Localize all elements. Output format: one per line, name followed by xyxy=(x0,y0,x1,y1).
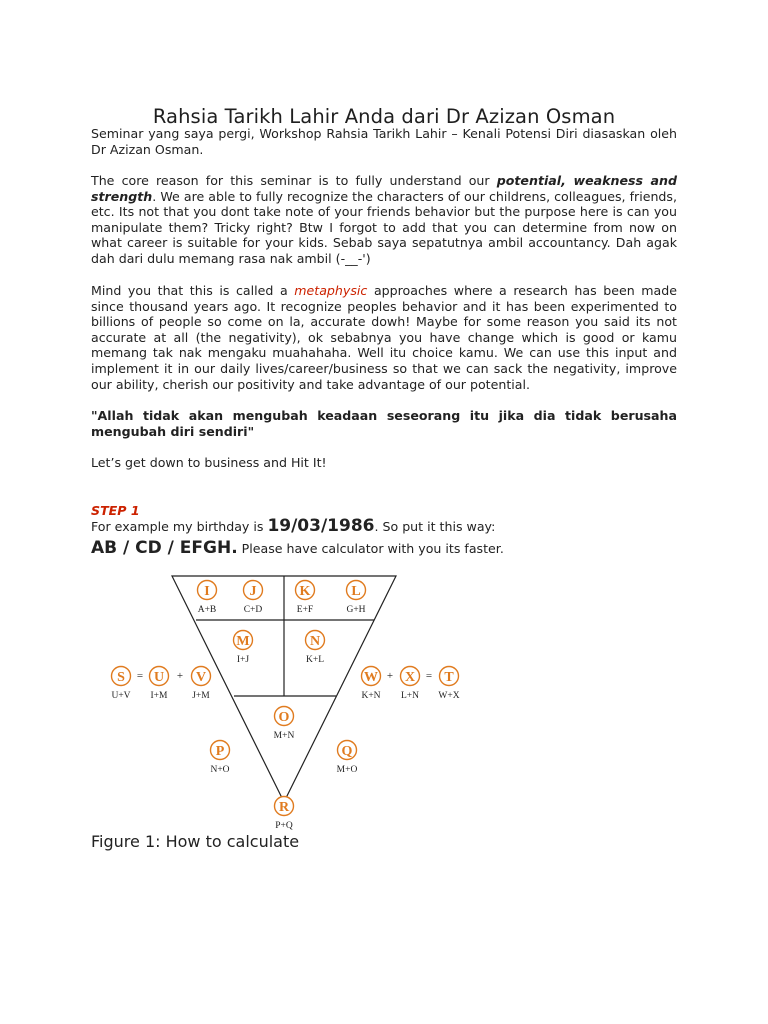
node-letter: U xyxy=(153,670,165,685)
operator-symbol: = xyxy=(136,670,144,682)
node-formula: M+N xyxy=(273,731,295,741)
para2-text-before: The core reason for this seminar is to fully understand our xyxy=(91,173,497,188)
node-w xyxy=(361,667,380,702)
node-formula: E+F xyxy=(296,605,314,615)
node-formula: L+N xyxy=(400,691,420,701)
node-formula: W+X xyxy=(438,691,460,701)
node-letter: O xyxy=(278,710,290,725)
node-letter: J xyxy=(249,584,257,599)
step-heading: STEP 1 xyxy=(91,503,140,518)
node-p xyxy=(210,741,229,776)
para2-text-after: . We are able to fully recognize the characters of our childrens, colleagues, friends, etc. Its not that you dont take note of your friends behavior but the purpose here is can you manipulate them? Tricky right? Btw I forgot to add that you can determine from now on what career is suitable for your kids. Sebab saya sepatutnya ambil accountancy. Dah agak dah dari dulu memang rasa nak ambil (-__-') xyxy=(91,188,677,266)
node-formula: A+B xyxy=(197,605,217,615)
node-letter: W xyxy=(364,670,378,685)
node-q xyxy=(337,741,358,776)
cta-paragraph: Let’s get down to business and Hit It! xyxy=(91,455,327,470)
node-letter: P xyxy=(215,744,225,759)
node-letter: I xyxy=(204,584,210,599)
node-formula: P+Q xyxy=(275,821,293,831)
node-l xyxy=(346,581,365,616)
node-formula: J+M xyxy=(192,691,210,701)
node-formula: U+V xyxy=(111,691,131,701)
node-x xyxy=(401,667,420,702)
metaphysic-highlight: metaphysic xyxy=(294,283,368,298)
node-m xyxy=(234,631,253,666)
figure-caption: Figure 1: How to calculate xyxy=(91,832,300,851)
node-o xyxy=(274,707,295,742)
node-t xyxy=(438,667,459,702)
node-formula: M+O xyxy=(336,765,358,775)
node-letter: V xyxy=(195,670,207,685)
format-note: Please have calculator with you its faster. xyxy=(237,541,504,556)
operator-symbol: + xyxy=(386,670,394,682)
node-formula: I+M xyxy=(150,691,168,701)
node-formula: K+N xyxy=(361,691,381,701)
quote-paragraph: "Allah tidak akan mengubah keadaan seseorang itu jika dia tidak berusaha mengubah diri sendiri" xyxy=(91,408,677,439)
example-before: For example my birthday is xyxy=(91,519,268,534)
node-formula: C+D xyxy=(243,605,263,615)
node-letter: T xyxy=(444,670,454,685)
node-u xyxy=(150,667,169,702)
intro-paragraph: Seminar yang saya pergi, Workshop Rahsia Tarikh Lahir – Kenali Potensi Diri diasaskan oleh Dr Azizan Osman. xyxy=(91,126,677,157)
node-letter: L xyxy=(351,584,361,599)
node-r xyxy=(275,797,294,832)
para3-text-before: Mind you that this is called a xyxy=(91,283,295,298)
format-code: AB / CD / EFGH. xyxy=(91,538,238,558)
node-formula: G+H xyxy=(346,605,366,615)
node-n xyxy=(306,631,325,666)
node-letter: R xyxy=(278,800,290,815)
node-s xyxy=(111,667,130,702)
node-letter: N xyxy=(309,634,321,649)
node-letter: M xyxy=(236,634,250,649)
node-letter: K xyxy=(299,584,311,599)
weakness-strength-emphasis: weakness and strength xyxy=(91,173,677,204)
example-after: . So put it this way: xyxy=(374,519,496,534)
node-letter: S xyxy=(117,670,125,685)
node-letter: X xyxy=(404,670,416,685)
potential-emphasis: potential xyxy=(496,173,562,188)
operator-symbol: + xyxy=(176,670,184,682)
node-formula: K+L xyxy=(305,655,325,665)
node-v xyxy=(192,667,211,702)
node-formula: I+J xyxy=(236,655,250,665)
page-title: Rahsia Tarikh Lahir Anda dari Dr Azizan Osman xyxy=(152,105,616,128)
node-formula: N+O xyxy=(210,765,230,775)
example-date: 19/03/1986 xyxy=(267,516,375,536)
operator-symbol: = xyxy=(425,670,433,682)
node-i xyxy=(198,581,217,616)
node-j xyxy=(244,581,263,616)
para3-text-after: approaches where a research has been made since thousand years ago. It recognize peoples behavior and it has been experimented to billions of people so come on la, accurate dowh! Maybe for some reason you said its not accurate at all (the negativity), ok sebabnya you have change which is good or kamu memang tak nak mengaku muahahaha. Well itu choice kamu. We can use this input and implement it in our daily lives/career/business so that we can sack the negativity, improve our ability, cherish our positivity and take advantage of our potential. xyxy=(91,283,678,392)
node-k xyxy=(296,581,315,616)
comma-emphasis: , xyxy=(561,173,574,188)
node-letter: Q xyxy=(341,744,353,759)
